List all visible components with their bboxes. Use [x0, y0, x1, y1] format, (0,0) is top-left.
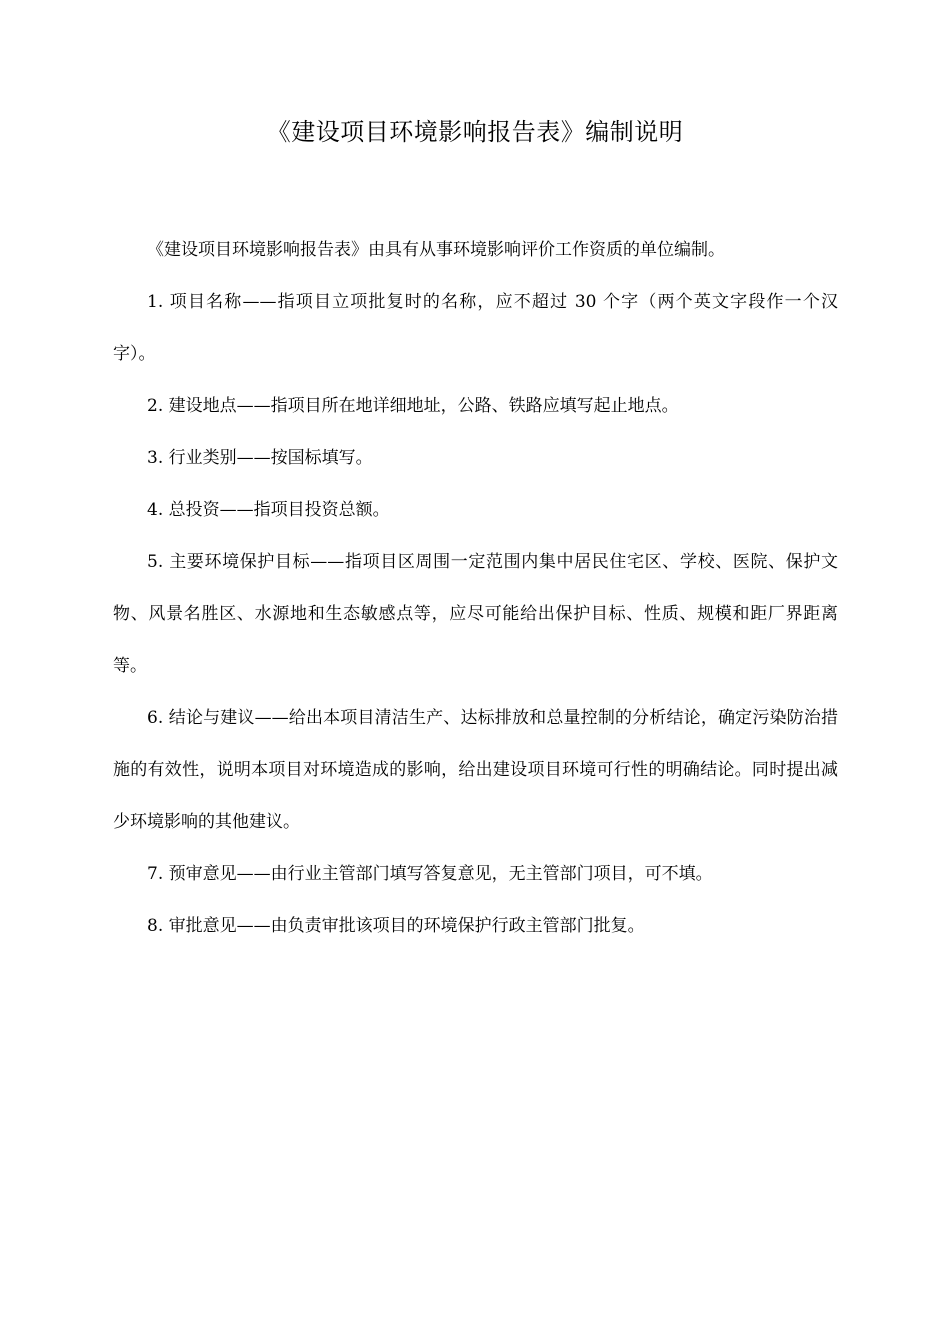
- item-industry-category: 3. 行业类别——按国标填写。: [147, 448, 373, 468]
- item-construction-site: 2. 建设地点——指项目所在地详细地址，公路、铁路应填写起止地点。: [147, 396, 679, 416]
- item-protection-targets: 5. 主要环境保护目标——指项目区周围一定范围内集中居民住宅区、学校、医院、保护文物、风景名胜区、水源地和生态敏感点等，应尽可能给出保护目标、性质、规模和距厂界距离等。: [113, 552, 838, 676]
- intro-paragraph: 《建设项目环境影响报告表》由具有从事环境影响评价工作资质的单位编制。: [147, 240, 725, 260]
- item-total-investment: 4. 总投资——指项目投资总额。: [147, 500, 390, 520]
- item-approval-opinion: 8. 审批意见——由负责审批该项目的环境保护行政主管部门批复。: [147, 916, 645, 936]
- document-title: 《建设项目环境影响报告表》编制说明: [266, 118, 684, 146]
- item-pre-review-opinion: 7. 预审意见——由行业主管部门填写答复意见，无主管部门项目，可不填。: [147, 864, 713, 884]
- document-body: [113, 224, 838, 952]
- item-project-name: 1. 项目名称——指项目立项批复时的名称，应不超过 30 个字（两个英文字段作一个汉字）。: [113, 292, 838, 364]
- item-conclusions: 6. 结论与建议——给出本项目清洁生产、达标排放和总量控制的分析结论，确定污染防治措施的有效性，说明本项目对环境造成的影响，给出建设项目环境可行性的明确结论。同时提出减少环境影响的其他建议。: [113, 708, 838, 832]
